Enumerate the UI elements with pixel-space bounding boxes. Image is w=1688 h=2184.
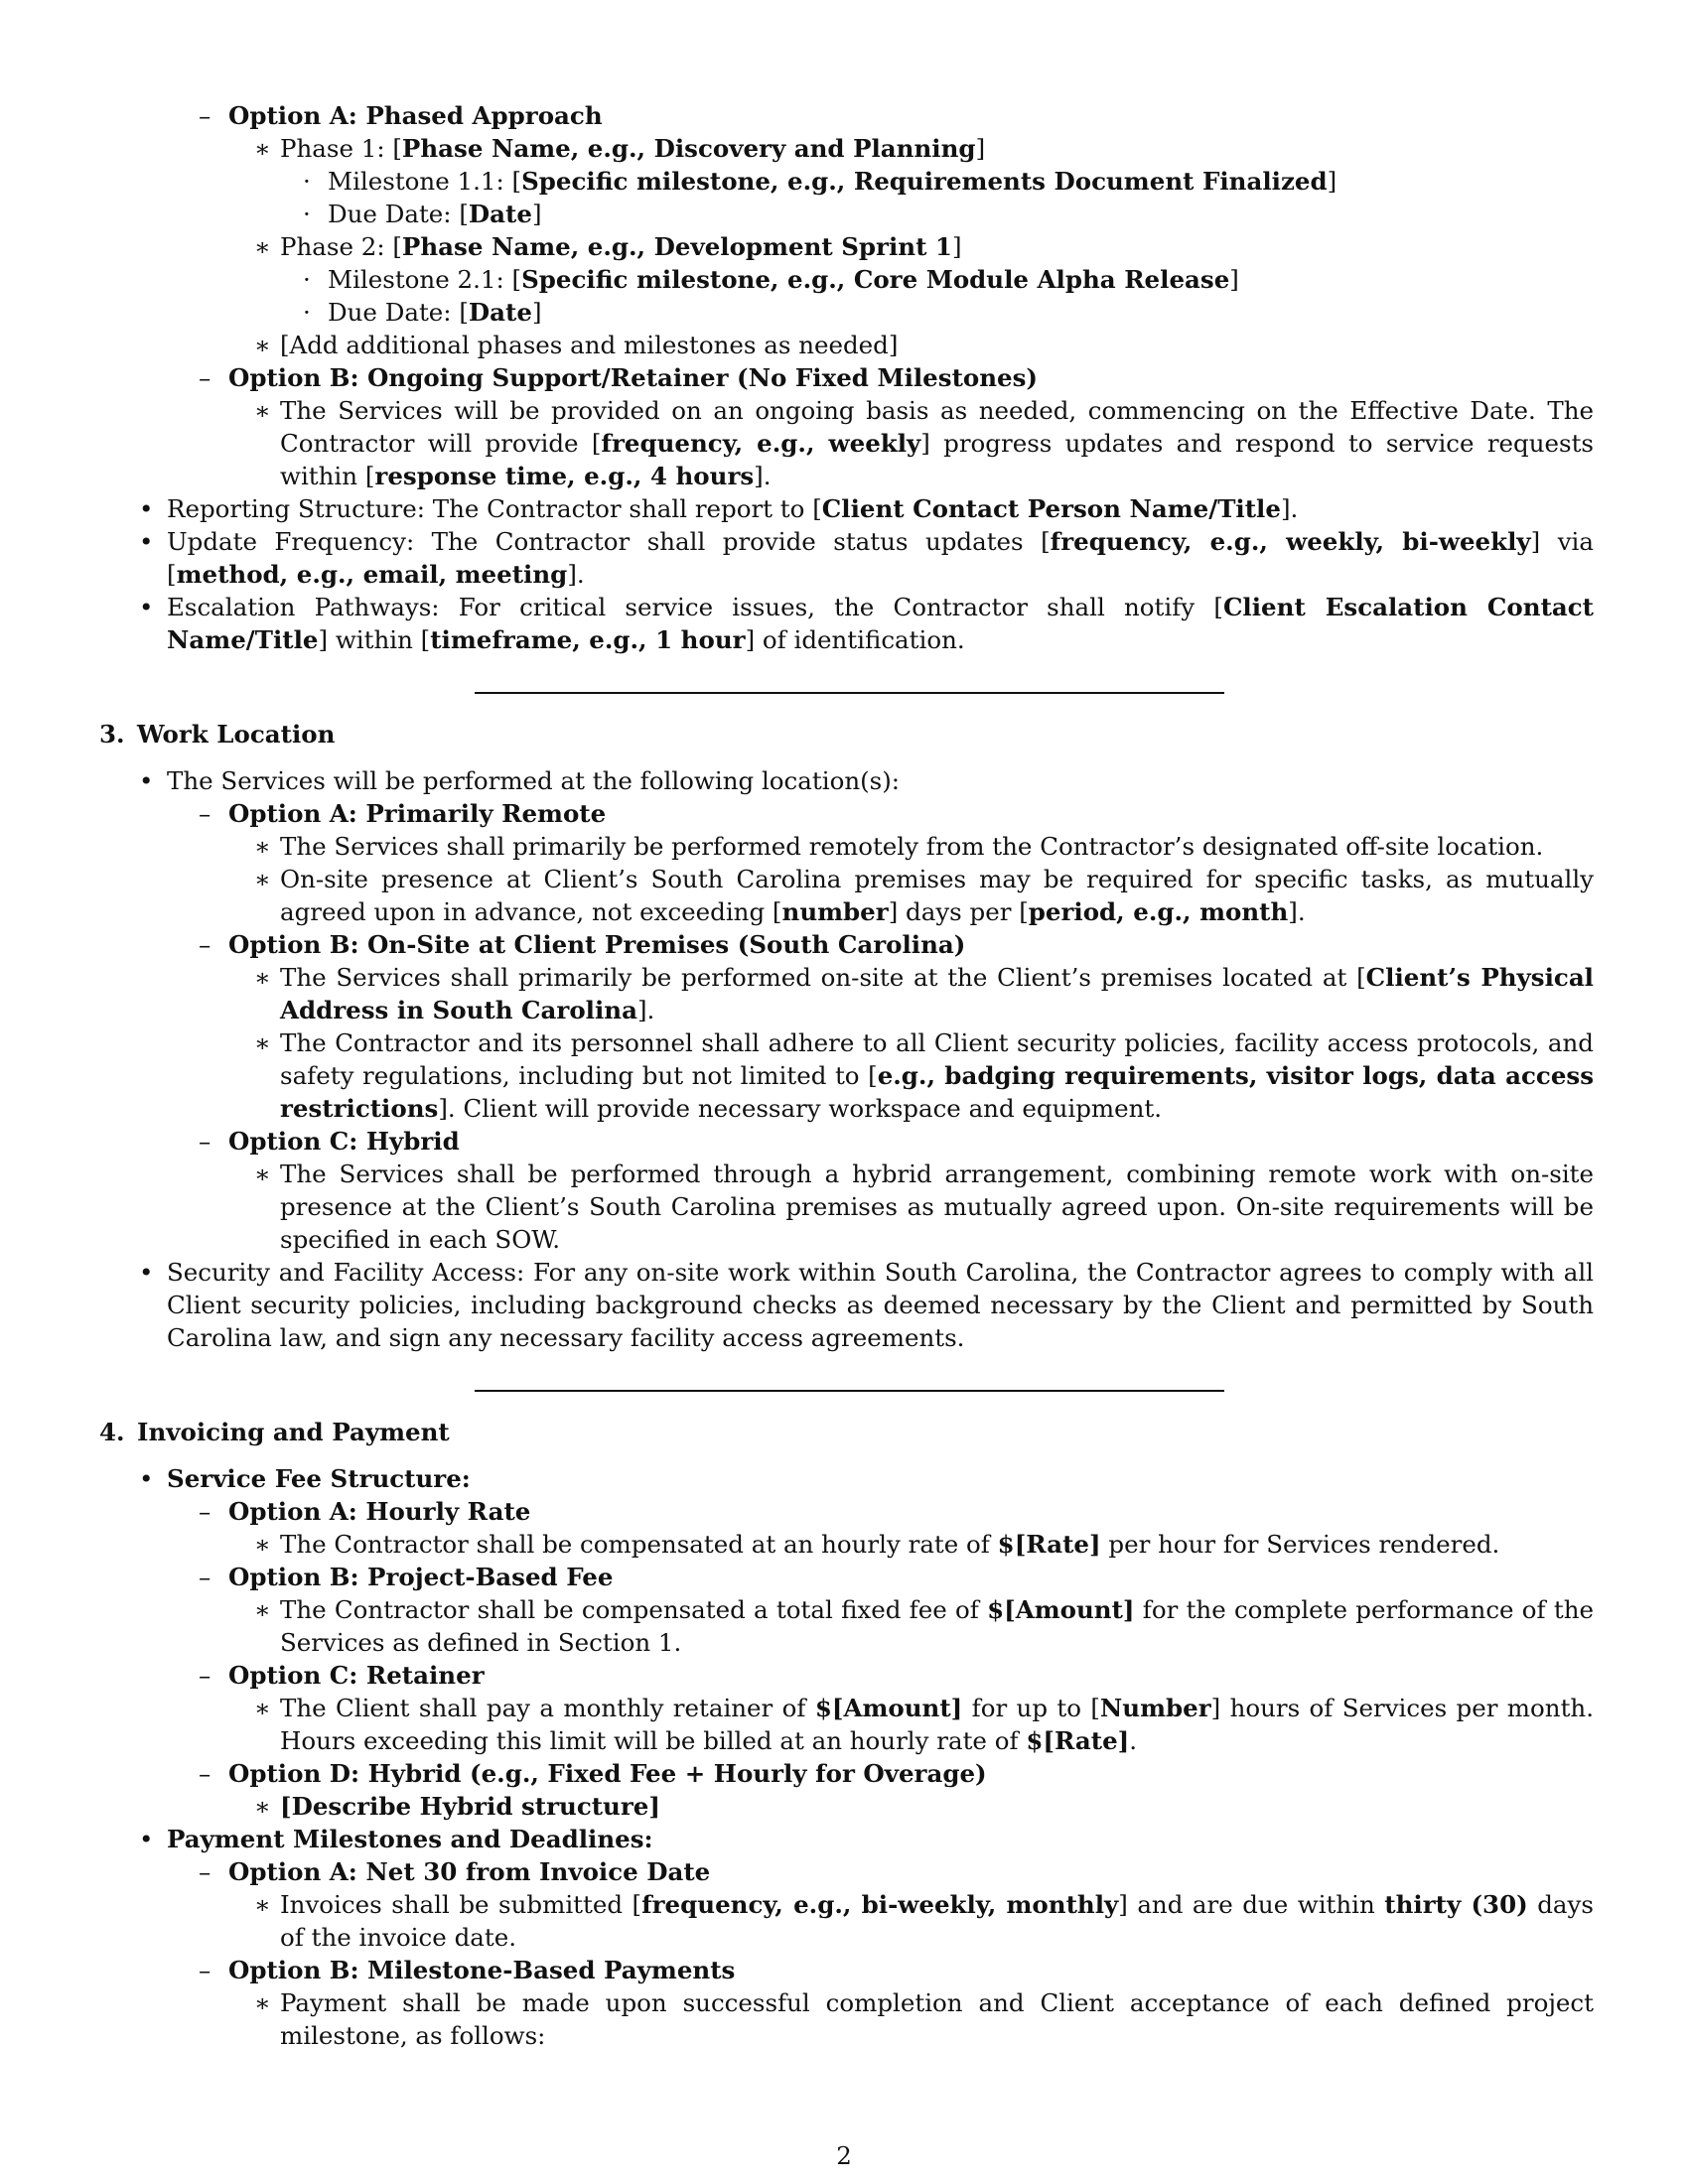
list-item: ∗ [Describe Hybrid structure] [254,1792,660,1821]
list-item: • The Services will be performed at the following location(s): [139,766,901,795]
section-divider [475,692,1224,694]
list-item: ∗ Phase 2: [Phase Name, e.g., Development Sprint 1] [254,232,962,261]
asterisk-bullet: ∗ [254,1028,271,1057]
dash-bullet: – [199,1857,211,1886]
list-item: · Milestone 2.1: [Specific milestone, e.g., Core Module Alpha Release] [303,265,1239,294]
update-frequency: • Update Frequency: The Contractor shall provide status updates [frequency, e.g., weekly, bi-weekly] via [method, e.g., email, meeting]. [139,527,1594,589]
asterisk-bullet: ∗ [254,134,271,163]
asterisk-bullet: ∗ [254,1595,271,1624]
dash-bullet: – [199,101,211,130]
list-item: ∗ Phase 1: [Phase Name, e.g., Discovery and Planning] [254,134,986,163]
round-bullet: • [139,593,154,621]
section-divider [475,1390,1224,1392]
section-heading-invoicing: 4. Invoicing and Payment [99,1418,450,1446]
option-net-30: – Option A: Net 30 from Invoice Date [199,1857,711,1886]
dot-bullet: · [303,200,311,228]
list-item: ∗ The Services will be provided on an ongoing basis as needed, commencing on the Effective Date. The Contractor will provide [frequency, e.g., weekly] progress updates and respond to service requests within [response time, e.g., 4 hours]. [254,396,1594,490]
list-item: · Due Date: [Date] [303,200,542,228]
list-item: ∗ [Add additional phases and milestones as needed] [254,331,899,359]
round-bullet: • [139,1464,154,1493]
list-item: ∗ The Services shall primarily be performed remotely from the Contractor’s designated off-site location. [254,832,1544,861]
asterisk-bullet: ∗ [254,396,271,425]
list-item: ∗ The Services shall be performed through a hybrid arrangement, combining remote work with on-site presence at the Client’s South Carolina premises as mutually agreed upon. On-site requirements will be specified in each SOW. [254,1160,1594,1254]
asterisk-bullet: ∗ [254,1988,271,2017]
list-item: · Milestone 1.1: [Specific milestone, e.g., Requirements Document Finalized] [303,167,1337,196]
asterisk-bullet: ∗ [254,1890,271,1919]
section-heading-work-location: 3. Work Location [99,720,336,749]
payment-milestones-heading: • Payment Milestones and Deadlines: [139,1825,653,1853]
list-item: ∗ Invoices shall be submitted [frequency, e.g., bi-weekly, monthly] and are due within thirty (30) days of the invoice date. [254,1890,1594,1952]
dash-bullet: – [199,1661,211,1690]
dot-bullet: · [303,298,311,327]
option-hybrid: – Option C: Hybrid [199,1127,460,1156]
dot-bullet: · [303,265,311,294]
dash-bullet: – [199,1956,211,1984]
option-project-fee: – Option B: Project-Based Fee [199,1563,614,1591]
list-item: ∗ The Contractor and its personnel shall adhere to all Client security policies, facility access protocols, and safety regulations, including but not limited to [e.g., badging requirements, visitor logs, data access restrictions]. Client will provide necessary workspace and equipment. [254,1028,1595,1123]
fee-structure-heading: • Service Fee Structure: [139,1464,471,1493]
option-remote: – Option A: Primarily Remote [199,799,607,828]
dash-bullet: – [199,799,211,828]
list-item: ∗ The Client shall pay a monthly retainer of $[Amount] for up to [Number] hours of Services per month. Hours exceeding this limit will be billed at an hourly rate of $[Rate]. [254,1694,1594,1755]
security-facility-access: • Security and Facility Access: For any on-site work within South Carolina, the Contractor agrees to comply with all Client security policies, including background checks as deemed necessary by the Client and permitted by South Carolina law, and sign any necessary facility access agreements. [139,1258,1594,1352]
round-bullet: • [139,1825,154,1853]
asterisk-bullet: ∗ [254,232,271,261]
option-phased-approach [99,99,1594,132]
option-retainer: – Option C: Retainer [199,1661,485,1690]
round-bullet: • [139,494,154,523]
dash-bullet: – [199,363,211,392]
asterisk-bullet: ∗ [254,1694,271,1722]
option-milestone-payments: – Option B: Milestone-Based Payments [199,1956,736,1984]
list-item: ∗ Payment shall be made upon successful completion and Client acceptance of each defined project milestone, as follows: [254,1988,1594,2050]
asterisk-bullet: ∗ [254,832,271,861]
list-item: ∗ The Services shall primarily be performed on-site at the Client’s premises located at [Client’s Physical Address in South Carolina]. [254,963,1594,1024]
round-bullet: • [139,1258,154,1287]
option-label: Option B: Ongoing Support/Retainer (No Fixed Milestones) [228,363,1039,392]
dash-bullet: – [199,1127,211,1156]
list-item: ∗ The Contractor shall be compensated a total fixed fee of $[Amount] for the complete performance of the Services as defined in Section 1. [254,1595,1594,1657]
dash-bullet: – [199,1563,211,1591]
round-bullet: • [139,527,154,556]
asterisk-bullet: ∗ [254,331,271,359]
option-onsite: – Option B: On-Site at Client Premises (South Carolina) [199,930,966,959]
list-item: · Due Date: [Date] [303,298,542,327]
asterisk-bullet: ∗ [254,1530,271,1559]
page-number: 2 [836,2141,852,2170]
asterisk-bullet: ∗ [254,865,271,893]
dash-bullet: – [199,1497,211,1526]
asterisk-bullet: ∗ [254,1160,271,1188]
asterisk-bullet: ∗ [254,963,271,992]
option-label: Option A: Phased Approach [228,101,603,130]
dash-bullet: – [199,1759,211,1788]
option-hybrid-fee: – Option D: Hybrid (e.g., Fixed Fee + Hourly for Overage) [199,1759,987,1788]
dot-bullet: · [303,167,311,196]
option-hourly: – Option A: Hourly Rate [199,1497,531,1526]
escalation-pathways: • Escalation Pathways: For critical service issues, the Contractor shall notify [Client Escalation Contact Name/Title] within [timeframe, e.g., 1 hour] of identification. [139,593,1594,654]
option-ongoing-support [99,361,1594,394]
dash-bullet: – [199,930,211,959]
page-content [99,99,1594,2052]
list-item: ∗ The Contractor shall be compensated at an hourly rate of $[Rate] per hour for Services rendered. [254,1530,1500,1559]
list-item: ∗ On-site presence at Client’s South Carolina premises may be required for specific tasks, as mutually agreed upon in advance, not exceeding [number] days per [period, e.g., month]. [254,865,1594,926]
asterisk-bullet: ∗ [254,1792,271,1821]
reporting-structure: • Reporting Structure: The Contractor shall report to [Client Contact Person Name/Title]. [139,494,1299,523]
round-bullet: • [139,766,154,795]
